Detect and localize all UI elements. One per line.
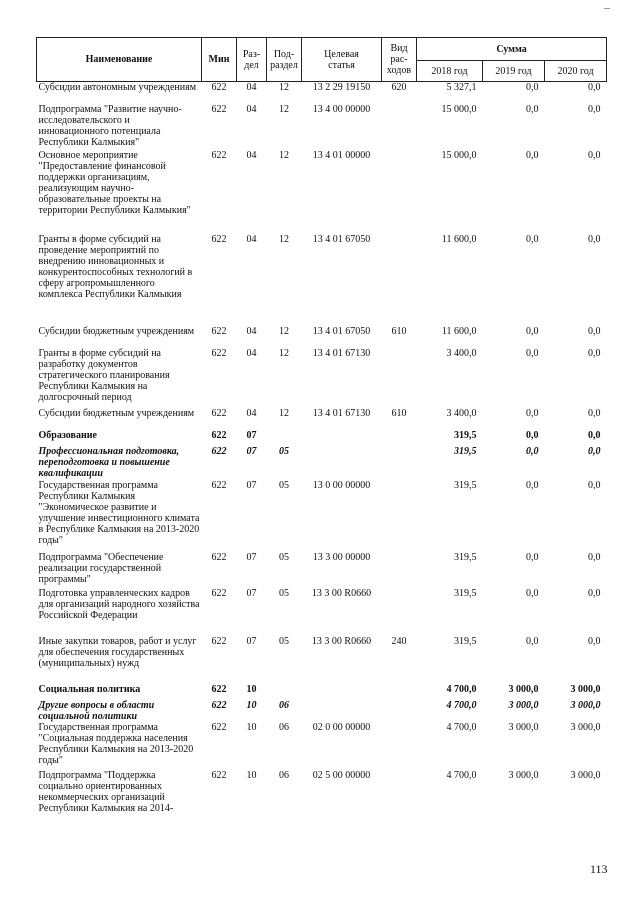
cell-2019: 3 000,0	[508, 683, 539, 695]
cell-min: 622	[211, 347, 227, 359]
cell-celevaya	[302, 430, 382, 446]
cell-podrazdel: 05	[279, 635, 289, 647]
cell-2018: 319,5	[454, 429, 477, 441]
cell-vid	[382, 348, 417, 408]
cell-name: Гранты в форме субсидий на разработку документов стратегического планирования Республики Калмыкия на долгосрочный период	[38, 347, 170, 403]
table-row	[37, 636, 607, 684]
cell-min: 622	[211, 233, 227, 245]
cell-2019: 3 000,0	[508, 769, 539, 781]
cell-2018: 15 000,0	[441, 149, 477, 161]
table-row	[37, 104, 607, 150]
cell-2018: 11 600,0	[441, 233, 477, 245]
cell-min: 622	[211, 699, 227, 711]
table-row	[37, 430, 607, 446]
header-razdel: Раз- дел	[237, 38, 267, 82]
cell-name: Другие вопросы в области социальной политики	[38, 699, 155, 722]
cell-razdel: 04	[237, 82, 267, 104]
cell-2019: 0,0	[526, 429, 539, 441]
header-2019: 2019 год	[483, 61, 545, 82]
cell-2020: 0,0	[588, 103, 601, 115]
cell-2018: 4 700,0	[446, 699, 477, 711]
cell-name: Подпрограмма "Поддержка социально ориентированных некоммерческих организаций Республики Калмыкия на 2014-	[38, 769, 174, 814]
header-min: Мин	[202, 38, 237, 82]
cell-2019: 0,0	[526, 587, 539, 599]
cell-celevaya: 13 4 01 67130	[312, 347, 371, 359]
header-name: Наименование	[37, 38, 202, 82]
cell-vid	[382, 446, 417, 480]
cell-celevaya: 13 4 01 67050	[312, 325, 371, 337]
cell-name: Профессиональная подготовка, переподготовка и повышение квалификации	[38, 445, 180, 479]
cell-2020: 3 000,0	[570, 721, 601, 733]
table-row	[37, 150, 607, 234]
cell-min: 622	[202, 82, 237, 104]
cell-2020: 0,0	[588, 635, 601, 647]
cell-podrazdel: 12	[279, 233, 289, 245]
cell-2020: 0,0	[588, 551, 601, 563]
cell-razdel: 07	[246, 635, 257, 647]
table-row	[37, 588, 607, 636]
cell-celevaya: 13 4 00 00000	[312, 103, 371, 115]
cell-2019: 3 000,0	[508, 699, 539, 711]
cell-2018: 5 327,1	[417, 82, 483, 104]
cell-vid: 610	[391, 325, 407, 337]
cell-razdel: 10	[246, 769, 257, 781]
header-podrazdel: Под- раздел	[267, 38, 302, 82]
cell-min: 622	[211, 587, 227, 599]
cell-celevaya: 13 4 01 67130	[312, 407, 371, 419]
cell-2018: 3 400,0	[446, 407, 477, 419]
cell-2018: 11 600,0	[441, 325, 477, 337]
cell-razdel: 04	[246, 325, 257, 337]
table-header	[37, 38, 607, 82]
cell-razdel: 04	[246, 233, 257, 245]
cell-2018: 4 700,0	[446, 769, 477, 781]
cell-min: 622	[211, 721, 227, 733]
cell-celevaya: 13 3 00 R0660	[311, 635, 372, 647]
cell-razdel: 10	[246, 721, 257, 733]
header-2020: 2020 год	[545, 61, 607, 82]
cell-podrazdel: 12	[279, 325, 289, 337]
cell-2020: 0,0	[588, 445, 601, 457]
table-row	[37, 234, 607, 326]
cell-vid	[382, 684, 417, 700]
table-row	[37, 348, 607, 408]
header-summa: Сумма	[417, 38, 607, 61]
cell-razdel: 04	[246, 347, 257, 359]
cell-2020: 0,0	[588, 233, 601, 245]
cell-celevaya: 13 3 00 00000	[312, 551, 371, 563]
cell-2018: 319,5	[454, 587, 477, 599]
cell-name: Субсидии бюджетным учреждениям	[38, 325, 195, 337]
cell-razdel: 04	[246, 149, 257, 161]
cell-podrazdel: 05	[279, 587, 289, 599]
cell-name: Образование	[38, 429, 97, 441]
cell-min: 622	[211, 551, 227, 563]
cell-vid	[382, 430, 417, 446]
cell-razdel: 10	[246, 699, 257, 711]
cell-vid	[382, 234, 417, 326]
cell-vid	[382, 722, 417, 770]
cell-celevaya: 13 3 00 R0660	[311, 587, 372, 599]
cell-2020: 0,0	[545, 82, 607, 104]
cell-razdel: 07	[246, 429, 257, 441]
cell-podrazdel: 05	[279, 479, 289, 491]
cell-2020: 0,0	[588, 149, 601, 161]
table-row	[37, 684, 607, 700]
cell-min: 622	[211, 683, 227, 695]
cell-vid	[382, 552, 417, 588]
table-row	[37, 552, 607, 588]
cell-2019: 0,0	[526, 551, 539, 563]
cell-min: 622	[211, 445, 227, 457]
cell-2020: 3 000,0	[570, 683, 601, 695]
cell-razdel: 10	[246, 683, 257, 695]
cell-name: Государственная программа "Социальная поддержка населения Республики Калмыкия на 2013-2020 годы"	[38, 721, 194, 766]
cell-razdel: 07	[246, 445, 257, 457]
table-row	[37, 326, 607, 348]
cell-2019: 0,0	[526, 103, 539, 115]
cell-vid: 240	[391, 635, 407, 647]
cell-name: Подготовка управленческих кадров для организаций народного хозяйства Российской Федерации	[38, 587, 200, 621]
cell-2020: 3 000,0	[570, 699, 601, 711]
cell-name: Иные закупки товаров, работ и услуг для обеспечения государственных (муниципальных) нужд	[38, 635, 197, 669]
budget-table-container	[36, 37, 606, 830]
table-row	[37, 480, 607, 552]
cell-2019: 0,0	[526, 479, 539, 491]
cell-2018: 15 000,0	[441, 103, 477, 115]
cell-2020: 0,0	[588, 325, 601, 337]
cell-vid	[382, 104, 417, 150]
header-celevaya: Целевая статья	[302, 38, 382, 82]
cell-2018: 319,5	[454, 635, 477, 647]
table-row	[37, 408, 607, 430]
cell-min: 622	[211, 769, 227, 781]
cell-vid	[382, 700, 417, 722]
cell-name: Государственная программа Республики Калмыкия "Экономическое развитие и улучшение инвестиционного климата в Республике Калмыкия на 2013-2020 годы"	[38, 479, 200, 546]
header-vid: Вид рас- ходов	[382, 38, 417, 82]
cell-2019: 0,0	[526, 407, 539, 419]
cell-2019: 3 000,0	[508, 721, 539, 733]
cell-celevaya	[302, 700, 382, 722]
cell-podrazdel	[267, 684, 302, 700]
header-2018: 2018 год	[417, 61, 483, 82]
cell-min: 622	[211, 149, 227, 161]
cell-celevaya: 13 0 00 00000	[312, 479, 371, 491]
cell-min: 622	[211, 325, 227, 337]
cell-podrazdel: 12	[279, 103, 289, 115]
cell-2018: 319,5	[454, 479, 477, 491]
cell-name: Подпрограмма "Развитие научно-исследовательского и инновационного потенциала Республики Калмыкия"	[38, 103, 182, 148]
cell-2020: 3 000,0	[570, 769, 601, 781]
cell-min: 622	[211, 479, 227, 491]
cell-2018: 4 700,0	[446, 721, 477, 733]
cell-celevaya: 13 2 29 19150	[302, 82, 382, 104]
cell-vid	[382, 150, 417, 234]
cell-2020: 0,0	[588, 429, 601, 441]
cell-min: 622	[211, 407, 227, 419]
cell-2019: 0,0	[526, 325, 539, 337]
cell-podrazdel: 06	[279, 699, 289, 711]
cell-podrazdel: 06	[279, 769, 289, 781]
cell-name: Гранты в форме субсидий на проведение мероприятий по внедрению инновационных и конкурентоспособных технологий в сферу агропромышленного комплекса Республики Калмыкия	[38, 233, 193, 300]
cell-vid: 620	[382, 82, 417, 104]
cell-podrazdel: 06	[279, 721, 289, 733]
scan-mark	[604, 8, 610, 9]
cell-2020: 0,0	[588, 347, 601, 359]
table-row	[37, 700, 607, 722]
cell-podrazdel: 12	[279, 347, 289, 359]
cell-celevaya	[302, 446, 382, 480]
cell-razdel: 04	[246, 103, 257, 115]
cell-2019: 0,0	[526, 445, 539, 457]
cell-name: Подпрограмма "Обеспечение реализации государственной программы"	[38, 551, 164, 585]
cell-2020: 0,0	[588, 587, 601, 599]
cell-2019: 0,0	[483, 82, 545, 104]
page-number: 113	[590, 862, 608, 876]
cell-celevaya: 02 5 00 00000	[312, 769, 371, 781]
table-row	[37, 722, 607, 770]
cell-podrazdel: 12	[279, 149, 289, 161]
cell-name: Социальная политика	[38, 683, 141, 695]
cell-min: 622	[211, 103, 227, 115]
cell-podrazdel: 05	[279, 551, 289, 563]
cell-vid	[382, 770, 417, 830]
table-row	[37, 82, 607, 104]
cell-celevaya: 13 4 01 00000	[312, 149, 371, 161]
cell-celevaya	[302, 684, 382, 700]
cell-razdel: 07	[246, 479, 257, 491]
cell-2019: 0,0	[526, 233, 539, 245]
cell-2018: 319,5	[454, 445, 477, 457]
cell-2019: 0,0	[526, 635, 539, 647]
cell-podrazdel: 05	[279, 445, 289, 457]
cell-podrazdel: 12	[279, 407, 289, 419]
cell-podrazdel	[267, 430, 302, 446]
cell-name: Основное мероприятие "Предоставление финансовой поддержки организациям, реализующим научно-образовательные проекты на территории Республики Калмыкия"	[38, 149, 191, 216]
cell-vid: 610	[391, 407, 407, 419]
cell-name: Субсидии бюджетным учреждениям	[38, 407, 195, 419]
cell-razdel: 04	[246, 407, 257, 419]
cell-2018: 3 400,0	[446, 347, 477, 359]
cell-celevaya: 02 0 00 00000	[312, 721, 371, 733]
table-row	[37, 770, 607, 830]
cell-name: Субсидии автономным учреждениям	[37, 82, 202, 104]
cell-2019: 0,0	[526, 347, 539, 359]
table-row	[37, 446, 607, 480]
cell-vid	[382, 480, 417, 552]
cell-2020: 0,0	[588, 407, 601, 419]
cell-razdel: 07	[246, 551, 257, 563]
cell-2018: 4 700,0	[446, 683, 477, 695]
cell-vid	[382, 588, 417, 636]
cell-podrazdel: 12	[267, 82, 302, 104]
cell-razdel: 07	[246, 587, 257, 599]
cell-min: 622	[211, 429, 227, 441]
cell-2019: 0,0	[526, 149, 539, 161]
cell-2018: 319,5	[454, 551, 477, 563]
table-body	[37, 82, 607, 830]
cell-2020: 0,0	[588, 479, 601, 491]
cell-celevaya: 13 4 01 67050	[312, 233, 371, 245]
budget-table	[36, 37, 607, 830]
cell-min: 622	[211, 635, 227, 647]
